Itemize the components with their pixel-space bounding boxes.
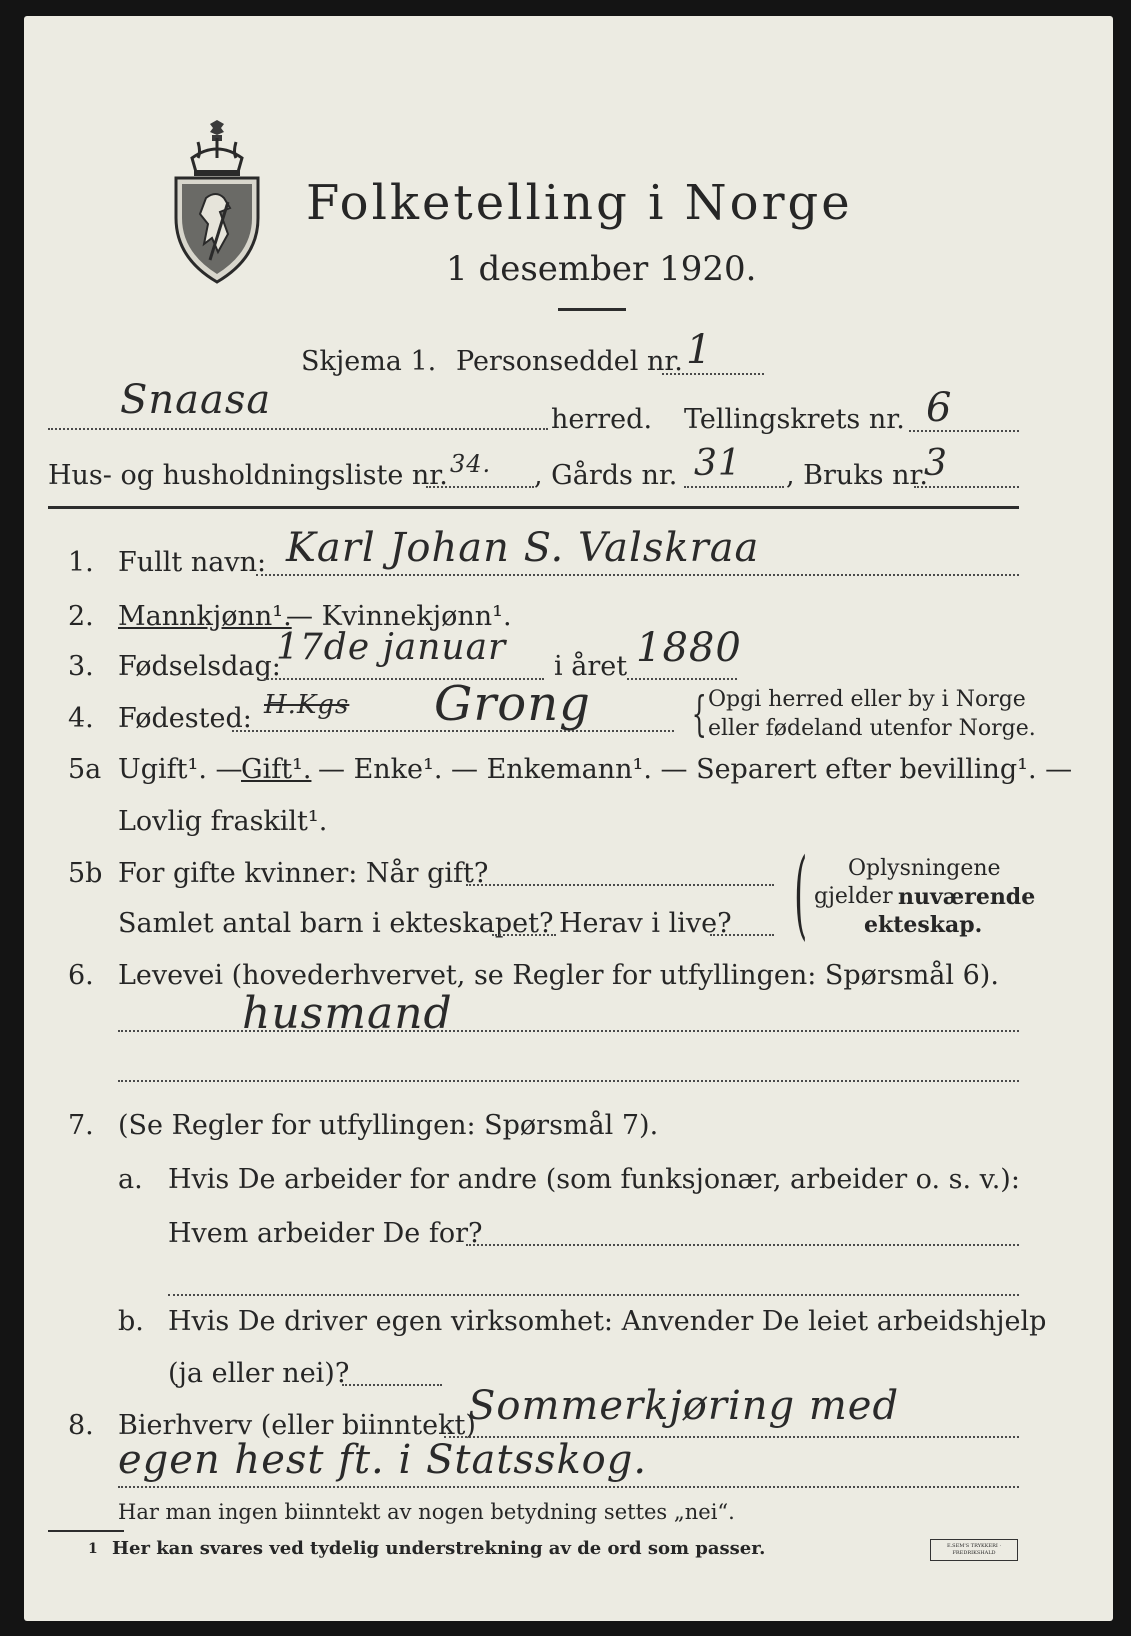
husliste-value[interactable]: 34. [450, 450, 492, 478]
q7a-label: Hvis De arbeider for andre (som funksjonær, arbeider o. s. v.): [168, 1164, 1020, 1195]
personseddel-value[interactable]: 1 [686, 327, 713, 373]
q7b-question: (ja eller nei)? [168, 1358, 350, 1389]
q7b-line [342, 1384, 442, 1386]
q5b-married-line [466, 884, 774, 886]
q5b-note-line3: ekteskap. [864, 912, 983, 938]
footnote-separator [48, 1530, 124, 1532]
q3-label: Fødselsdag: [118, 651, 281, 682]
q4-birthplace[interactable]: Grong [434, 676, 591, 732]
q5a-ugift-option[interactable]: Ugift¹. — [118, 754, 243, 785]
q4-struck-text: H.Kgs [264, 690, 350, 720]
footnote-mark: 1 [88, 1541, 98, 1557]
q5a-other-options[interactable]: — Enke¹. — Enkemann¹. — Separert efter bevilling¹. — [318, 754, 1073, 785]
q7b-label: Hvis De driver egen virksomhet: Anvender De leiet arbeidshjelp [168, 1306, 1047, 1337]
q2-male-option[interactable]: Mannkjønn¹. [118, 601, 292, 632]
q5b-alive-label: Herav i live? [559, 908, 732, 939]
q1-label: Fullt navn: [118, 547, 267, 578]
q5b-children-label: Samlet antal barn i ekteskapet? [118, 908, 554, 939]
herred-label: herred. [551, 404, 653, 435]
personseddel-label: Personseddel nr. [456, 346, 683, 377]
q5b-note-nuvaerende: nuværende [898, 884, 1036, 910]
personseddel-line [662, 373, 764, 375]
q3-birthday[interactable]: 17de januar [276, 627, 507, 668]
q3-year-label: i året [554, 651, 628, 682]
husliste-line [426, 486, 534, 488]
q1-number: 1. [68, 547, 94, 578]
q8-line2 [118, 1486, 1019, 1488]
footnote-text: Her kan svares ved tydelig understrekning av de ord som passer. [112, 1538, 766, 1559]
q1-line [256, 574, 1019, 576]
q5b-brace: ( [794, 838, 808, 950]
q8-label: Bierhverv (eller biinntekt) [118, 1410, 476, 1441]
municipality-value[interactable]: Snaasa [120, 377, 272, 423]
tellingskrets-value[interactable]: 6 [926, 385, 953, 431]
q2-number: 2. [68, 601, 94, 632]
gards-label: , Gårds nr. [534, 460, 678, 491]
municipality-line [48, 428, 548, 430]
tellingskrets-label: Tellingskrets nr. [684, 404, 905, 435]
skjema-label: Skjema 1. [301, 346, 437, 377]
q5a-gift-option[interactable]: Gift¹. [241, 754, 312, 785]
q5b-note-line1: Oplysningene [848, 856, 1001, 881]
q8-number: 8. [68, 1410, 94, 1441]
q7a-letter: a. [118, 1164, 143, 1195]
title-divider [558, 308, 626, 311]
norwegian-coat-of-arms-icon [170, 120, 264, 286]
form-title: Folketelling i Norge [306, 175, 853, 231]
census-form-sheet [24, 16, 1113, 1621]
q4-label: Fødested: [118, 703, 252, 734]
q4-number: 4. [68, 703, 94, 734]
gards-line [684, 486, 784, 488]
q6-label: Levevei (hovederhvervet, se Regler for utfyllingen: Spørsmål 6). [118, 960, 999, 991]
husliste-label: Hus- og husholdningsliste nr. [48, 460, 448, 491]
census-date: 1 desember 1920. [446, 249, 757, 289]
q1-full-name[interactable]: Karl Johan S. Valskraa [286, 525, 760, 571]
q8-value-line2[interactable]: egen hest ft. i Statsskog. [118, 1437, 648, 1483]
q4-note-line1: Opgi herred eller by i Norge [708, 687, 1026, 712]
gards-value[interactable]: 31 [694, 443, 742, 484]
q4-note-line2: eller fødeland utenfor Norge. [708, 716, 1036, 741]
q7a-line2 [168, 1294, 1019, 1296]
q6-number: 6. [68, 960, 94, 991]
q5b-label: For gifte kvinner: Når gift? [118, 858, 489, 889]
q7b-letter: b. [118, 1306, 144, 1337]
q6-line1 [118, 1030, 1019, 1032]
q7-label: (Se Regler for utfyllingen: Spørsmål 7). [118, 1110, 659, 1141]
q6-line2 [118, 1080, 1019, 1082]
bruks-label: , Bruks nr. [786, 460, 929, 491]
bruks-value[interactable]: 3 [924, 443, 948, 484]
printer-mark: E.SEM'S TRYKKERI · FREDRIKSHALD [930, 1539, 1018, 1561]
q5b-alive-line [710, 934, 774, 936]
q5a-number: 5a [68, 754, 102, 785]
q7a-line1 [466, 1244, 1019, 1246]
q5b-children-line [492, 934, 556, 936]
q3-number: 3. [68, 651, 94, 682]
q5a-fraskilt-option[interactable]: Lovlig fraskilt¹. [118, 806, 328, 837]
q3-year-line [627, 678, 737, 680]
q8-value-line1[interactable]: Sommerkjøring med [468, 1383, 900, 1429]
q5b-number: 5b [68, 858, 103, 889]
q2-female-option[interactable]: — Kvinnekjønn¹. [286, 601, 512, 632]
q3-year-value[interactable]: 1880 [636, 625, 742, 671]
q6-occupation[interactable]: husmand [242, 988, 453, 1039]
q8-note: Har man ingen biinntekt av nogen betydning settes „nei“. [118, 1500, 735, 1524]
q7a-question: Hvem arbeider De for? [168, 1218, 483, 1249]
q5b-note-gjelder: gjelder [814, 884, 893, 909]
q7-number: 7. [68, 1110, 94, 1141]
q4-brace: { [691, 686, 707, 742]
header-separator [48, 506, 1019, 509]
bruks-line [914, 486, 1019, 488]
